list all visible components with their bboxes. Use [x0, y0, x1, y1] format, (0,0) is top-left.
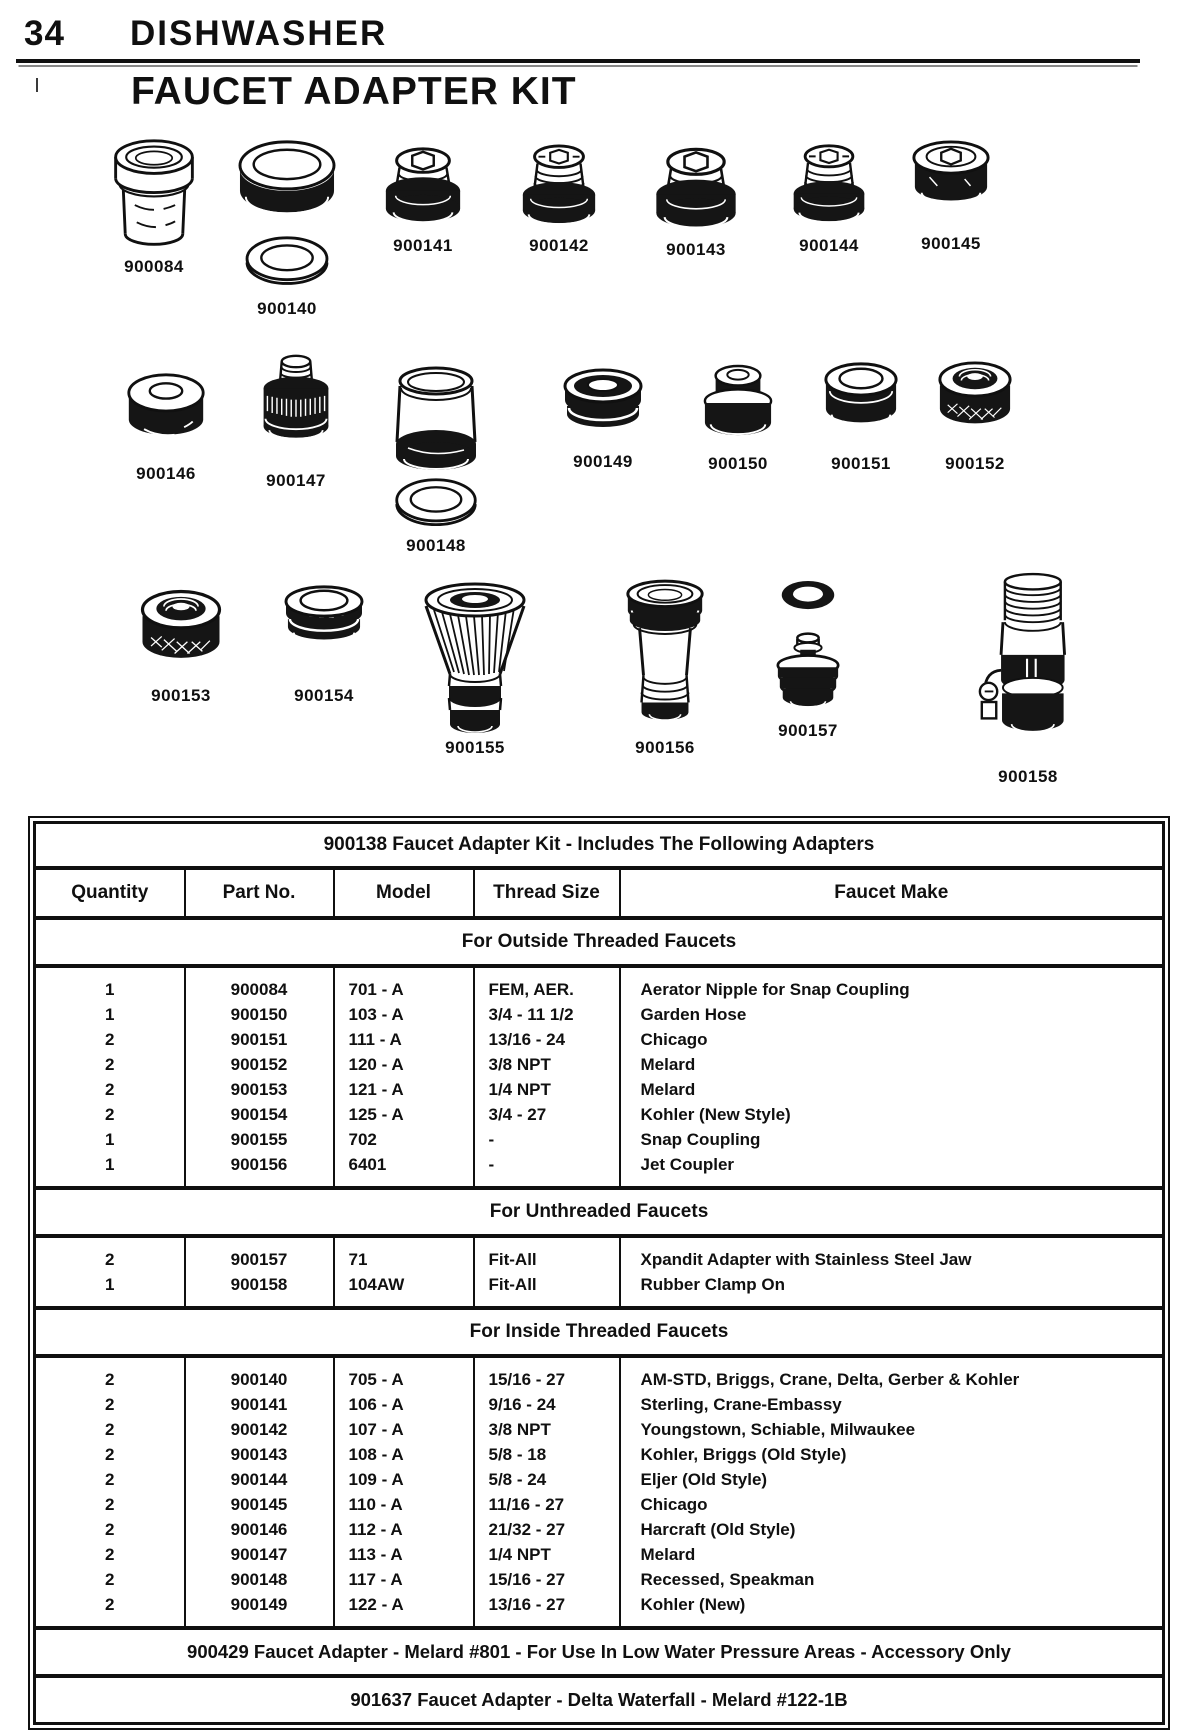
table-cell: 6401	[334, 1152, 474, 1177]
adapter-900147-image	[253, 352, 339, 453]
part-figure-900152	[935, 356, 1015, 474]
spacer-cell	[185, 1297, 334, 1308]
table-cell: 1/4 NPT	[474, 1077, 620, 1102]
page-title: FAUCET ADAPTER KIT	[131, 70, 577, 113]
table-cell: 900084	[185, 977, 334, 1002]
table-cell: 702	[334, 1127, 474, 1152]
table-cell: 900156	[185, 1152, 334, 1177]
adapter-900155-image	[423, 580, 527, 734]
table-cell: 3/4 - 27	[474, 1102, 620, 1127]
spacer-cell	[474, 1617, 620, 1628]
spacer-row	[35, 966, 1164, 977]
footnote-text: 901637 Faucet Adapter - Delta Waterfall - Melard #122-1B	[35, 1676, 1164, 1724]
table-cell: 5/8 - 18	[474, 1442, 620, 1467]
table-cell: 110 - A	[334, 1492, 474, 1517]
table-row	[35, 1002, 1164, 1027]
adapter-900140-image	[235, 136, 339, 232]
category-title: DISHWASHER	[130, 14, 388, 53]
adapter-900152-image	[936, 356, 1014, 440]
table-cell: 900140	[185, 1367, 334, 1392]
table-cell: 900146	[185, 1517, 334, 1542]
table-row	[35, 1567, 1164, 1592]
table-row	[35, 1442, 1164, 1467]
table-cell: 1/4 NPT	[474, 1542, 620, 1567]
part-label: 900152	[945, 454, 1005, 473]
part-figure-900143	[649, 142, 743, 260]
table-cell: 106 - A	[334, 1392, 474, 1417]
column-header-thread-size: Thread Size	[474, 868, 620, 918]
spacer-cell	[620, 1356, 1164, 1367]
table-cell: 2	[35, 1027, 185, 1052]
part-label: 900147	[266, 471, 326, 490]
table-cell: Melard	[640, 1054, 696, 1074]
table-cell: 1	[35, 1002, 185, 1027]
table-cell: 900157	[185, 1247, 334, 1272]
table-cell: Garden Hose	[640, 1004, 747, 1024]
table-cell: 900154	[185, 1102, 334, 1127]
adapter-900157-image	[773, 629, 843, 719]
part-label: 900144	[799, 236, 859, 255]
table-row	[35, 1052, 1164, 1077]
table-cell: 900142	[185, 1417, 334, 1442]
part-label: 900150	[708, 454, 768, 473]
table-row	[35, 1367, 1164, 1392]
header-rule	[16, 59, 1140, 65]
table-title-row	[35, 823, 1164, 869]
table-cell: Eljer (Old Style)	[640, 1469, 768, 1489]
oring-900157-image	[778, 577, 838, 613]
spacer-cell	[620, 966, 1164, 977]
table-cell: 701 - A	[334, 977, 474, 1002]
table-row	[35, 1467, 1164, 1492]
spacer-cell	[334, 1236, 474, 1247]
spacer-row	[35, 1177, 1164, 1188]
part-label: 900146	[136, 464, 196, 483]
table-cell: Sterling, Crane-Embassy	[640, 1394, 842, 1414]
spacer-cell	[334, 966, 474, 977]
table-cell: 2	[35, 1442, 185, 1467]
table-cell: -	[474, 1152, 620, 1177]
part-label: 900145	[921, 234, 981, 253]
table-cell: 5/8 - 24	[474, 1467, 620, 1492]
adapter-900156-image	[620, 577, 710, 734]
spacer-row	[35, 1356, 1164, 1367]
part-figure-900153	[137, 584, 225, 706]
table-cell: 13/16 - 27	[474, 1592, 620, 1617]
spacer-cell	[474, 1356, 620, 1367]
table-cell: 2	[35, 1542, 185, 1567]
part-figure-900154	[281, 582, 367, 706]
parts-table-container	[28, 816, 1170, 1730]
page-number: 34	[24, 14, 65, 53]
table-cell: 900145	[185, 1492, 334, 1517]
footnote-row	[35, 1628, 1164, 1676]
table-row	[35, 1152, 1164, 1177]
table-cell: 900143	[185, 1442, 334, 1467]
spacer-cell	[620, 1177, 1164, 1188]
adapter-900149-image	[561, 364, 645, 444]
table-row	[35, 1247, 1164, 1272]
washer-900140-image	[243, 234, 331, 293]
table-cell: 900158	[185, 1272, 334, 1297]
spacer-cell	[620, 1236, 1164, 1247]
spacer-row	[35, 1297, 1164, 1308]
adapter-900144-image	[787, 140, 871, 230]
table-cell: Kohler, Briggs (Old Style)	[640, 1444, 847, 1464]
table-cell: 104AW	[334, 1272, 474, 1297]
table-cell: 900149	[185, 1592, 334, 1617]
table-cell: 2	[35, 1592, 185, 1617]
table-cell: 15/16 - 27	[474, 1567, 620, 1592]
table-cell: Melard	[640, 1079, 696, 1099]
table-cell: 11/16 - 27	[474, 1492, 620, 1517]
spacer-cell	[474, 1236, 620, 1247]
part-label: 900148	[406, 536, 466, 555]
part-label: 900155	[445, 738, 505, 757]
adapter-900143-image	[650, 142, 742, 238]
adapter-900084-image	[106, 136, 202, 253]
table-cell: 2	[35, 1517, 185, 1542]
section-header-row	[35, 1188, 1164, 1236]
table-row	[35, 1272, 1164, 1297]
part-figure-900144	[786, 140, 872, 256]
part-label: 900084	[124, 257, 184, 276]
table-cell: 2	[35, 1417, 185, 1442]
table-cell: -	[474, 1127, 620, 1152]
spacer-cell	[474, 1177, 620, 1188]
column-header-faucet-make: Faucet Make	[620, 868, 1164, 918]
adapter-900158-image	[977, 570, 1079, 759]
column-header-model: Model	[334, 868, 474, 918]
part-label: 900151	[831, 454, 891, 473]
section-heading: For Outside Threaded Faucets	[35, 918, 1164, 966]
table-cell: Chicago	[640, 1494, 708, 1514]
section-heading: For Unthreaded Faucets	[35, 1188, 1164, 1236]
table-cell: 1	[35, 977, 185, 1002]
table-cell: 107 - A	[334, 1417, 474, 1442]
table-cell: Youngstown, Schiable, Milwaukee	[640, 1419, 916, 1439]
part-figure-900147	[252, 352, 340, 491]
table-cell: 122 - A	[334, 1592, 474, 1617]
table-row	[35, 1027, 1164, 1052]
part-figure-900149	[560, 364, 646, 472]
part-figure-900084	[103, 136, 205, 277]
part-figure-900148	[391, 364, 481, 556]
table-cell: 112 - A	[334, 1517, 474, 1542]
part-figure-900140	[233, 136, 341, 319]
parts-table	[33, 821, 1165, 1725]
part-figure-900155	[422, 580, 528, 758]
part-label: 900157	[778, 721, 838, 740]
table-cell: 15/16 - 27	[474, 1367, 620, 1392]
spacer-cell	[185, 1356, 334, 1367]
table-row	[35, 1542, 1164, 1567]
spacer-cell	[185, 1236, 334, 1247]
spacer-cell	[35, 1356, 185, 1367]
part-figure-900146	[124, 368, 208, 484]
spacer-cell	[35, 966, 185, 977]
table-cell: 900155	[185, 1127, 334, 1152]
table-cell: 900150	[185, 1002, 334, 1027]
table-cell: Aerator Nipple for Snap Coupling	[640, 979, 910, 999]
table-cell: Fit-All	[474, 1272, 620, 1297]
part-figure-900150	[700, 360, 776, 474]
table-cell: 2	[35, 1392, 185, 1417]
part-figure-900156	[619, 577, 711, 758]
spacer-row	[35, 1617, 1164, 1628]
table-cell: Fit-All	[474, 1247, 620, 1272]
adapter-900145-image	[910, 138, 992, 224]
part-label: 900140	[257, 299, 317, 318]
adapter-900146-image	[125, 368, 207, 454]
table-cell: 71	[334, 1247, 474, 1272]
table-cell: 900151	[185, 1027, 334, 1052]
section-heading: For Inside Threaded Faucets	[35, 1308, 1164, 1356]
table-header-row	[35, 868, 1164, 918]
table-cell: 1	[35, 1272, 185, 1297]
adapter-900148-image	[392, 364, 480, 474]
part-figure-900142	[515, 140, 603, 256]
table-cell: Rubber Clamp On	[640, 1274, 786, 1294]
spacer-cell	[35, 1297, 185, 1308]
table-cell: 900147	[185, 1542, 334, 1567]
table-cell: 2	[35, 1077, 185, 1102]
spacer-cell	[620, 1297, 1164, 1308]
column-header-part-no: Part No.	[185, 868, 334, 918]
part-label: 900153	[151, 686, 211, 705]
adapter-900142-image	[516, 140, 602, 232]
table-cell: 21/32 - 27	[474, 1517, 620, 1542]
section-header-row	[35, 918, 1164, 966]
footnote-text: 900429 Faucet Adapter - Melard #801 - For Use In Low Water Pressure Areas - Accessory Only	[35, 1628, 1164, 1676]
table-cell: Kohler (New Style)	[640, 1104, 791, 1124]
table-cell: FEM, AER.	[474, 977, 620, 1002]
table-cell: Jet Coupler	[640, 1154, 735, 1174]
spacer-cell	[620, 1617, 1164, 1628]
table-cell: 117 - A	[334, 1567, 474, 1592]
part-figure-900158	[976, 570, 1080, 787]
spacer-cell	[35, 1177, 185, 1188]
table-cell: 2	[35, 1492, 185, 1517]
table-cell: 1	[35, 1152, 185, 1177]
adapter-900150-image	[702, 360, 774, 444]
table-cell: 2	[35, 1102, 185, 1127]
table-row	[35, 977, 1164, 1002]
table-row	[35, 1492, 1164, 1517]
table-cell: 1	[35, 1127, 185, 1152]
table-title: 900138 Faucet Adapter Kit - Includes The Following Adapters	[35, 823, 1164, 869]
part-figure-900145	[909, 138, 993, 254]
table-cell: 900153	[185, 1077, 334, 1102]
table-cell: 900152	[185, 1052, 334, 1077]
table-cell: 705 - A	[334, 1367, 474, 1392]
table-cell: Melard	[640, 1544, 696, 1564]
part-figure-900157	[772, 577, 844, 741]
table-cell: Harcraft (Old Style)	[640, 1519, 796, 1539]
table-cell: Xpandit Adapter with Stainless Steel Jaw	[640, 1249, 972, 1269]
table-cell: 121 - A	[334, 1077, 474, 1102]
table-cell: 900141	[185, 1392, 334, 1417]
spacer-cell	[35, 1236, 185, 1247]
table-cell: 113 - A	[334, 1542, 474, 1567]
table-cell: Recessed, Speakman	[640, 1569, 815, 1589]
table-cell: 900148	[185, 1567, 334, 1592]
spacer-cell	[474, 966, 620, 977]
table-cell: 103 - A	[334, 1002, 474, 1027]
spacer-cell	[185, 1617, 334, 1628]
part-label: 900142	[529, 236, 589, 255]
table-cell: 2	[35, 1052, 185, 1077]
table-row	[35, 1592, 1164, 1617]
table-cell: 900144	[185, 1467, 334, 1492]
adapter-900153-image	[138, 584, 224, 676]
spacer-row	[35, 1236, 1164, 1247]
spacer-cell	[334, 1356, 474, 1367]
footnote-row	[35, 1676, 1164, 1724]
table-cell: 2	[35, 1567, 185, 1592]
part-figure-900151	[821, 358, 901, 474]
table-row	[35, 1127, 1164, 1152]
table-cell: 13/16 - 24	[474, 1027, 620, 1052]
table-cell: 109 - A	[334, 1467, 474, 1492]
spacer-cell	[185, 1177, 334, 1188]
section-header-row	[35, 1308, 1164, 1356]
table-row	[35, 1417, 1164, 1442]
part-label: 900154	[294, 686, 354, 705]
table-cell: 3/8 NPT	[474, 1052, 620, 1077]
spacer-cell	[334, 1297, 474, 1308]
table-cell: Snap Coupling	[640, 1129, 761, 1149]
table-cell: 3/8 NPT	[474, 1417, 620, 1442]
part-label: 900158	[998, 767, 1058, 786]
spacer-cell	[334, 1177, 474, 1188]
part-label: 900143	[666, 240, 726, 259]
table-cell: 108 - A	[334, 1442, 474, 1467]
part-label: 900156	[635, 738, 695, 757]
table-cell: 111 - A	[334, 1027, 474, 1052]
table-row	[35, 1077, 1164, 1102]
spacer-cell	[185, 966, 334, 977]
adapter-900141-image	[380, 142, 466, 232]
washer-900148-image	[393, 476, 479, 534]
table-cell: 2	[35, 1367, 185, 1392]
table-cell: 125 - A	[334, 1102, 474, 1127]
table-cell: 2	[35, 1247, 185, 1272]
table-row	[35, 1392, 1164, 1417]
spacer-cell	[334, 1617, 474, 1628]
table-cell: Kohler (New)	[640, 1594, 746, 1614]
spacer-cell	[474, 1297, 620, 1308]
table-cell: 3/4 - 11 1/2	[474, 1002, 620, 1027]
table-cell: Chicago	[640, 1029, 708, 1049]
table-row	[35, 1517, 1164, 1542]
table-cell: 2	[35, 1467, 185, 1492]
part-label: 900141	[393, 236, 453, 255]
table-cell: 9/16 - 24	[474, 1392, 620, 1417]
part-figure-900141	[379, 142, 467, 256]
part-label: 900149	[573, 452, 633, 471]
spacer-cell	[35, 1617, 185, 1628]
adapter-900154-image	[282, 582, 366, 658]
table-row	[35, 1102, 1164, 1127]
scan-artifact	[36, 78, 38, 92]
column-header-quantity: Quantity	[35, 868, 185, 918]
table-cell: 120 - A	[334, 1052, 474, 1077]
adapter-900151-image	[822, 358, 900, 438]
table-cell: AM-STD, Briggs, Crane, Delta, Gerber & Kohler	[640, 1369, 1020, 1389]
